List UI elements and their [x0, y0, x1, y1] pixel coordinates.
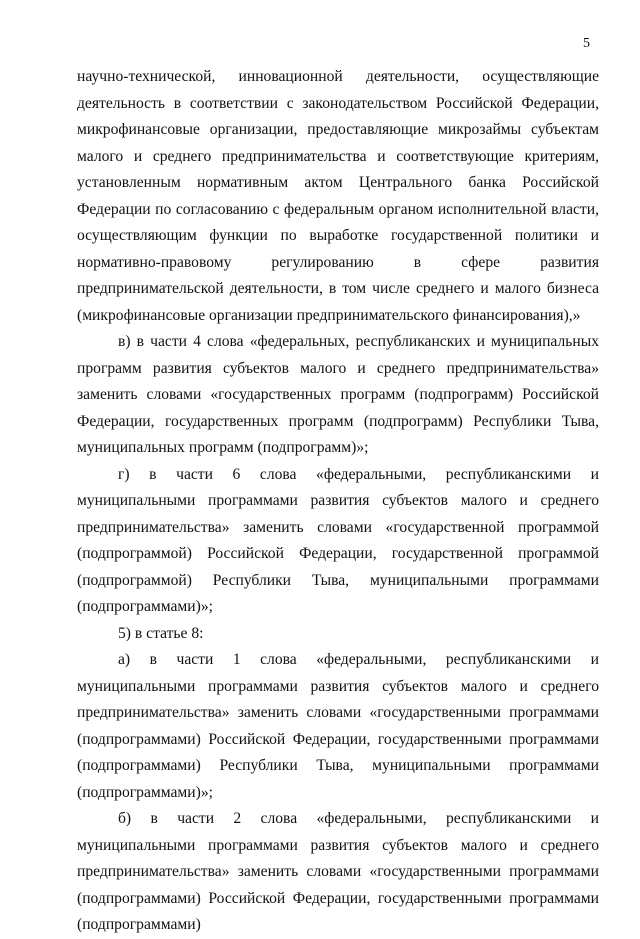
paragraph-item-g: г) в части 6 слова «федеральными, республиканскими и муниципальными программами развития субъектов малого и среднего предпринимательства» заменить словами «государственной программой (подпрограммой) Российской Федерации, государственной программой (подпрограммой) Республики Тыва, муниципальными программами (подпрограммами)»; [77, 465, 599, 615]
paragraph-item-a: а) в части 1 слова «федеральными, республиканскими и муниципальными программами развития субъектов малого и среднего предпринимательства» заменить словами «государственными программами (подпрограммами) Российской Федерации, государственными программами (подпрограммами) Республики Тыва, муниципальными программами (подпрограммами)»; [77, 651, 599, 801]
page-number: 5 [583, 36, 590, 51]
paragraph-item-b: б) в части 2 слова «федеральными, республиканскими и муниципальными программами развития субъектов малого и среднего предпринимательства» заменить словами «государственными программами (подпрограммами) Российской Федерации, государственными программами (подпрограммами) [77, 810, 599, 933]
document-body [77, 64, 599, 939]
paragraph-continuation: научно-технической, инновационной деятельности, осуществляющие деятельность в соответствии с законодательством Российской Федерации, микрофинансовые организации, предоставляющие микрозаймы субъектам малого и среднего предпринимательства и соответствующие критериям, установленным нормативным актом Центрального банка Российской Федерации по согласованию с федеральным органом исполнительной власти, осуществляющим функции по выработке государственной политики и нормативно-правовому регулированию в сфере развития предпринимательской деятельности, в том числе среднего и малого бизнеса (микрофинансовые организации предпринимательского финансирования),» [77, 68, 599, 324]
paragraph-item-5: 5) в статье 8: [118, 624, 204, 642]
paragraph-item-v: в) в части 4 слова «федеральных, республиканских и муниципальных программ развития субъектов малого и среднего предпринимательства» заменить словами «государственных программ (подпрограмм) Российской Федерации, государственных программ (подпрограмм) Республики Тыва, муниципальных программ (подпрограмм)»; [77, 333, 599, 456]
